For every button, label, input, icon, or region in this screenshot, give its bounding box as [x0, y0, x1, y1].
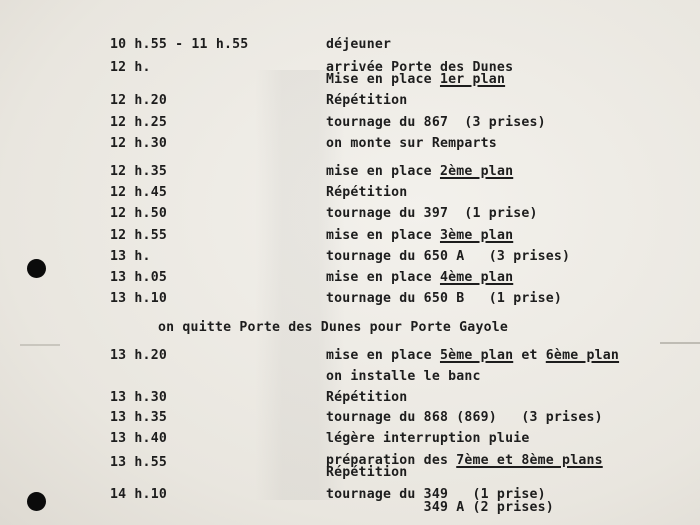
- underlined-plan: 7ème et 8ème plans: [456, 453, 603, 468]
- schedule-time: 12 h.35: [110, 164, 167, 179]
- underlined-plan: 4ème plan: [439, 270, 514, 285]
- schedule-time: 12 h.45: [110, 185, 167, 200]
- schedule-activity: on installe le banc: [326, 369, 481, 384]
- schedule-time: 13 h.20: [110, 348, 167, 363]
- schedule-time: 14 h.10: [110, 487, 167, 502]
- schedule-activity: tournage du 650 B (1 prise): [326, 291, 563, 306]
- fold-mark: [20, 344, 60, 346]
- schedule-time: 13 h.30: [110, 390, 167, 405]
- fold-mark: [660, 342, 700, 344]
- schedule-time: 12 h.25: [110, 115, 167, 130]
- schedule-activity: tournage du 650 A (3 prises): [326, 249, 571, 264]
- underlined-plan: 3ème plan: [439, 228, 514, 243]
- schedule-activity: Répétition: [326, 465, 408, 480]
- schedule-time: 13 h.35: [110, 410, 167, 425]
- schedule-time: 13 h.: [110, 249, 151, 264]
- schedule-activity: préparation des 7ème et 8ème plans: [326, 453, 603, 468]
- schedule-activity: légère interruption pluie: [326, 431, 530, 446]
- schedule-activity: Répétition: [326, 93, 408, 108]
- schedule-time: 10 h.55 - 11 h.55: [110, 37, 249, 52]
- schedule-activity: mise en place 5ème plan et 6ème plan: [326, 348, 620, 363]
- schedule-time: 13 h.10: [110, 291, 167, 306]
- schedule-activity: tournage du 867 (3 prises): [326, 115, 546, 130]
- schedule-activity: mise en place 4ème plan: [326, 270, 514, 285]
- underlined-plan: 5ème plan: [439, 348, 514, 363]
- schedule-activity: tournage du 868 (869) (3 prises): [326, 410, 603, 425]
- schedule-activity: Mise en place 1er plan: [326, 72, 506, 87]
- schedule-time: 13 h.55: [110, 455, 167, 470]
- schedule-time: 12 h.30: [110, 136, 167, 151]
- schedule-time: 13 h.40: [110, 431, 167, 446]
- schedule-activity: 349 A (2 prises): [326, 500, 554, 515]
- underlined-plan: 1er plan: [439, 72, 506, 87]
- punch-hole: [27, 259, 46, 278]
- schedule-time: 12 h.: [110, 60, 151, 75]
- location-change-note: on quitte Porte des Dunes pour Porte Gayole: [158, 320, 509, 335]
- schedule-activity: on monte sur Remparts: [326, 136, 497, 151]
- underlined-plan: 2ème plan: [439, 164, 514, 179]
- underlined-plan: 6ème plan: [545, 348, 620, 363]
- schedule-time: 12 h.20: [110, 93, 167, 108]
- schedule-time: 13 h.05: [110, 270, 167, 285]
- schedule-activity: Répétition: [326, 390, 408, 405]
- schedule-activity: Répétition: [326, 185, 408, 200]
- schedule-activity: arrivée Porte des Dunes: [326, 60, 514, 75]
- schedule-activity: tournage du 349 (1 prise): [326, 487, 546, 502]
- schedule-activity: mise en place 3ème plan: [326, 228, 514, 243]
- punch-hole: [27, 492, 46, 511]
- schedule-activity: déjeuner: [326, 37, 392, 52]
- schedule-time: 12 h.50: [110, 206, 167, 221]
- schedule-activity: tournage du 397 (1 prise): [326, 206, 538, 221]
- schedule-time: 12 h.55: [110, 228, 167, 243]
- schedule-activity: mise en place 2ème plan: [326, 164, 514, 179]
